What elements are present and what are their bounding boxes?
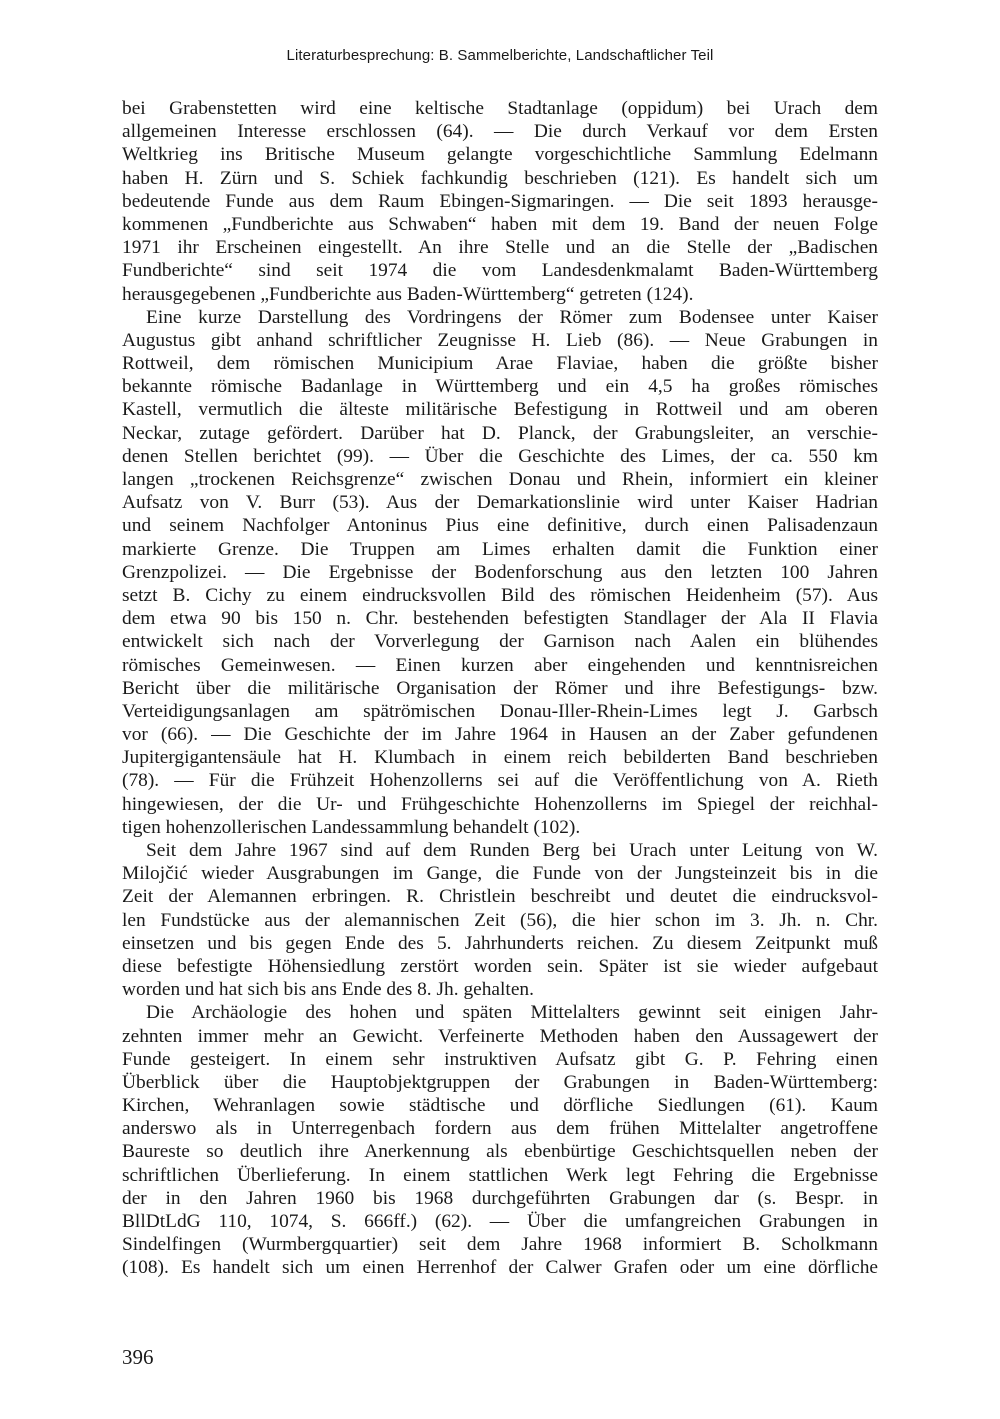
text-line: Kastell, vermutlich die älteste militärische Befestigung in Rottweil und am oberen — [122, 399, 878, 421]
text-line: und seinem Nachfolger Antoninus Pius eine definitive, durch einen Palisadenzaun — [122, 515, 878, 537]
text-line: anderswo als in Unterregenbach fordern aus dem frühen Mittelalter angetroffene — [122, 1118, 878, 1140]
text-line: vor (66). — Die Geschichte der im Jahre 1964 in Hausen an der Zaber gefundenen — [122, 724, 878, 746]
page-number: 396 — [122, 1345, 154, 1369]
text-line: Bericht über die militärische Organisation der Römer und ihre Befestigungs- bzw. — [122, 677, 878, 699]
text-line: einsetzen und bis gegen Ende des 5. Jahrhunderts reichen. Zu diesem Zeitpunkt muß — [122, 932, 878, 954]
text-line: Zeit der Alemannen erbringen. R. Christlein beschreibt und deutet die eindrucksvol- — [122, 886, 878, 908]
text-line: allgemeinen Interesse erschlossen (64). — Die durch Verkauf vor dem Ersten — [122, 121, 878, 143]
text-line: len Fundstücke aus der alemannischen Zeit (56), die hier schon im 3. Jh. n. Chr. — [122, 909, 878, 931]
text-line: römisches Gemeinwesen. — Einen kurzen aber eingehenden und kenntnisreichen — [122, 654, 878, 676]
text-line: dem etwa 90 bis 150 n. Chr. bestehenden befestigten Standlager der Ala II Flavia — [122, 608, 878, 630]
text-line: bekannte römische Badanlage in Württemberg und ein 4,5 ha großes römisches — [122, 376, 878, 398]
text-line: Verteidigungsanlagen am spätrömischen Donau-Iller-Rhein-Limes legt J. Garbsch — [122, 700, 878, 722]
text-line: bei Grabenstetten wird eine keltische Stadtanlage (oppidum) bei Urach dem — [122, 98, 878, 119]
text-line: entwickelt sich nach der Vorverlegung der Garnison nach Aalen ein blühendes — [122, 631, 878, 653]
text-line: Grenzpolizei. — Die Ergebnisse der Bodenforschung aus den letzten 100 Jahren — [122, 561, 878, 583]
running-header: Literaturbesprechung: B. Sammelberichte, Landschaftlicher Teil — [286, 47, 714, 64]
text-line: Rottweil, dem römischen Municipium Arae Flaviae, haben die größte bisher — [122, 353, 878, 375]
body-text — [122, 97, 878, 1280]
text-line: haben H. Zürn und S. Schiek fachkundig beschrieben (121). Es handelt sich um — [122, 167, 878, 189]
text-line: tigen hohenzollerischen Landessammlung behandelt (102). — [122, 816, 581, 838]
text-line: Weltkrieg ins Britische Museum gelangte vorgeschichtliche Sammlung Edelmann — [122, 144, 878, 166]
text-line: markierte Grenze. Die Truppen am Limes erhalten damit die Funktion einer — [122, 538, 878, 560]
text-line: Kirchen, Wehranlagen sowie städtische und dörfliche Siedlungen (61). Kaum — [122, 1095, 878, 1117]
text-line: (78). — Für die Frühzeit Hohenzollerns sei auf die Veröffentlichung von A. Rieth — [122, 770, 878, 792]
text-line: Fundberichte“ sind seit 1974 die vom Landesdenkmalamt Baden-Württemberg — [122, 260, 878, 282]
text-line: zehnten immer mehr an Gewicht. Verfeinerte Methoden haben den Aussagewert der — [122, 1025, 878, 1047]
text-line: worden und hat sich bis ans Ende des 8. Jh. gehalten. — [122, 979, 534, 1001]
paragraph — [122, 1001, 878, 1279]
text-line: Augustus gibt anhand schriftlicher Zeugnisse H. Lieb (86). — Neue Grabungen in — [122, 329, 878, 351]
text-line: Milojčić wieder Ausgrabungen im Gange, die Funde von der Jungsteinzeit bis in die — [122, 863, 878, 885]
text-line: Aufsatz von V. Burr (53). Aus der Demarkationslinie wird unter Kaiser Hadrian — [122, 492, 878, 514]
text-line: denen Stellen berichtet (99). — Über die Geschichte des Limes, der ca. 550 km — [122, 445, 878, 467]
text-line: Überblick über die Hauptobjektgruppen der Grabungen in Baden-Württemberg: — [122, 1071, 878, 1093]
text-line: diese befestigte Höhensiedlung zerstört worden sein. Später ist sie wieder aufgebaut — [122, 955, 878, 977]
text-line: langen „trockenen Reichsgrenze“ zwischen Donau und Rhein, informiert ein kleiner — [122, 469, 878, 490]
text-line: Funde gesteigert. In einem sehr instruktiven Aufsatz gibt G. P. Fehring einen — [122, 1048, 878, 1070]
paragraph — [122, 839, 878, 1001]
text-line: Neckar, zutage gefördert. Darüber hat D. Planck, der Grabungsleiter, an verschie- — [122, 422, 878, 444]
text-line: (108). Es handelt sich um einen Herrenhof der Calwer Grafen oder um eine dörfliche — [122, 1257, 878, 1279]
text-line: hingewiesen, der die Ur- und Frühgeschichte Hohenzollerns im Spiegel der reichhal- — [122, 793, 878, 815]
text-line: BllDtLdG 110, 1074, S. 666ff.) (62). — Über die umfangreichen Grabungen in — [122, 1211, 878, 1232]
text-line: Eine kurze Darstellung des Vordringens der Römer zum Bodensee unter Kaiser — [146, 306, 878, 328]
text-line: kommenen „Fundberichte aus Schwaben“ haben mit dem 19. Band der neuen Folge — [122, 213, 878, 235]
text-line: Sindelfingen (Wurmbergquartier) seit dem Jahre 1968 informiert B. Scholkmann — [122, 1234, 878, 1256]
text-line: schriftlichen Überlieferung. In einem stattlichen Werk legt Fehring die Ergebnisse — [122, 1164, 878, 1186]
text-line: 1971 ihr Erscheinen eingestellt. An ihre Stelle und an die Stelle der „Badischen — [122, 237, 878, 259]
text-line: Jupitergigantensäule hat H. Klumbach in einem reich bebilderten Band beschrieben — [122, 747, 878, 769]
text-line: Die Archäologie des hohen und späten Mittelalters gewinnt seit einigen Jahr- — [146, 1002, 878, 1024]
text-line: der in den Jahren 1960 bis 1968 durchgeführten Grabungen dar (s. Bespr. in — [122, 1187, 878, 1209]
paragraph — [122, 306, 878, 839]
text-line: bedeutende Funde aus dem Raum Ebingen-Sigmaringen. — Die seit 1893 herausge- — [122, 190, 878, 212]
paragraph — [122, 97, 878, 306]
text-line: herausgegebenen „Fundberichte aus Baden-Württemberg“ getreten (124). — [122, 283, 694, 305]
text-line: setzt B. Cichy zu einem eindrucksvollen Bild des römischen Heidenheim (57). Aus — [122, 584, 878, 606]
text-line: Seit dem Jahre 1967 sind auf dem Runden Berg bei Urach unter Leitung von W. — [146, 840, 878, 861]
text-line: Baureste so deutlich ihre Anerkennung als ebenbürtige Geschichtsquellen neben der — [122, 1141, 878, 1163]
